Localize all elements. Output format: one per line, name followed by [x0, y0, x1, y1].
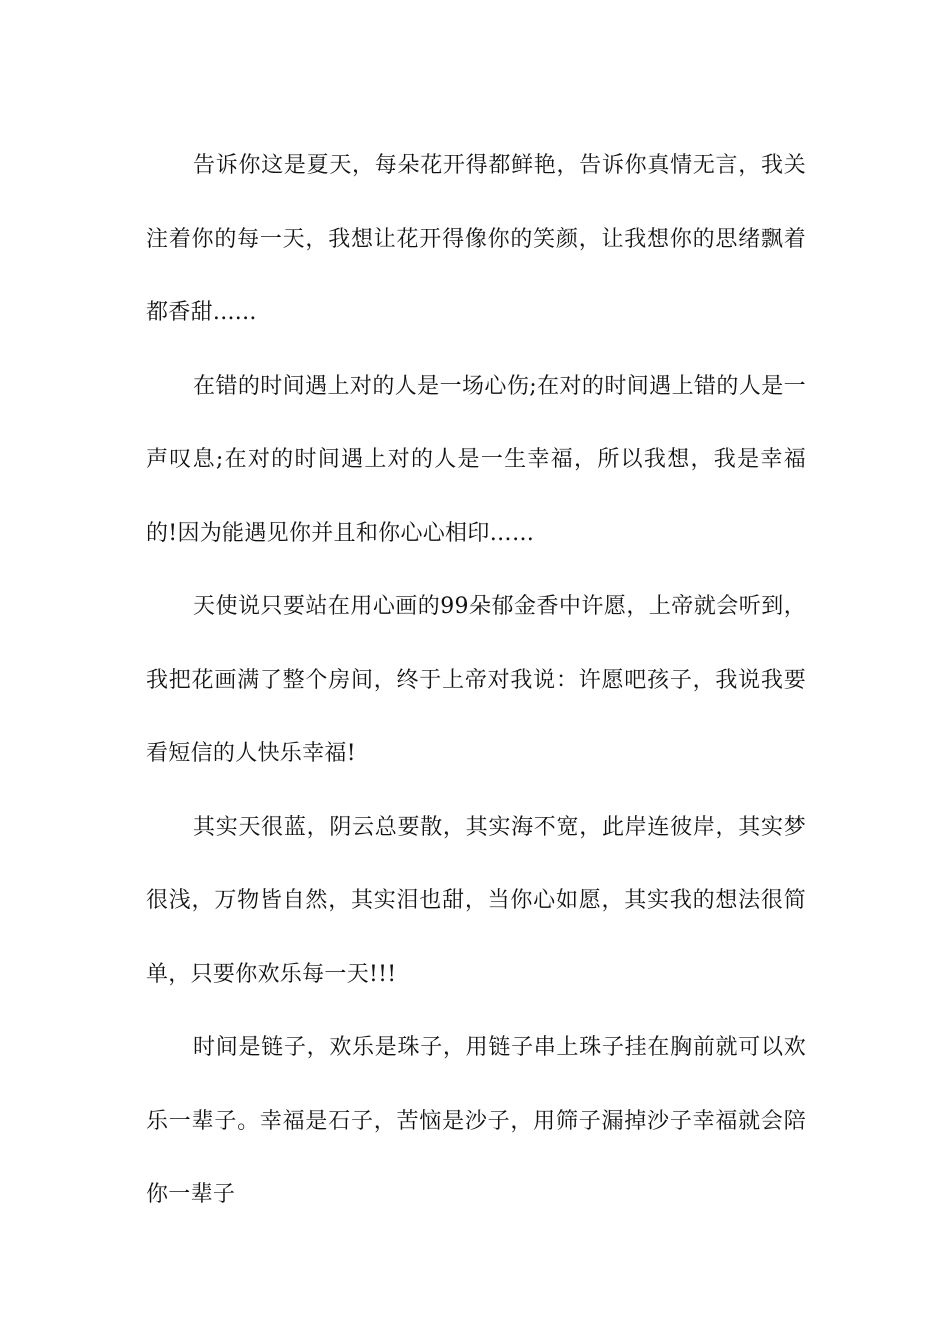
paragraph-2: 在错的时间遇上对的人是一场心伤;在对的时间遇上错的人是一声叹息;在对的时间遇上对的人是一生幸福，所以我想，我是幸福的!因为能遇见你并且和你心心相印…… [146, 373, 806, 546]
paragraph-5: 时间是链子，欢乐是珠子，用链子串上珠子挂在胸前就可以欢乐一辈子。幸福是石子，苦恼是沙子，用筛子漏掉沙子幸福就会陪你一辈子 [146, 1035, 806, 1207]
paragraph-1: 告诉你这是夏天，每朵花开得都鲜艳，告诉你真情无言，我关注着你的每一天，我想让花开得像你的笑颜，让我想你的思绪飘着都香甜...... [146, 153, 806, 325]
paragraph-4: 其实天很蓝，阴云总要散，其实海不宽，此岸连彼岸，其实梦很浅，万物皆自然，其实泪也甜，当你心如愿，其实我的想法很简单，只要你欢乐每一天!!! [146, 814, 806, 987]
paragraph-3: 天使说只要站在用心画的99朵郁金香中许愿，上帝就会听到，我把花画满了整个房间，终于上帝对我说：许愿吧孩子，我说我要看短信的人快乐幸福! [146, 594, 806, 766]
document-body [146, 129, 806, 1232]
